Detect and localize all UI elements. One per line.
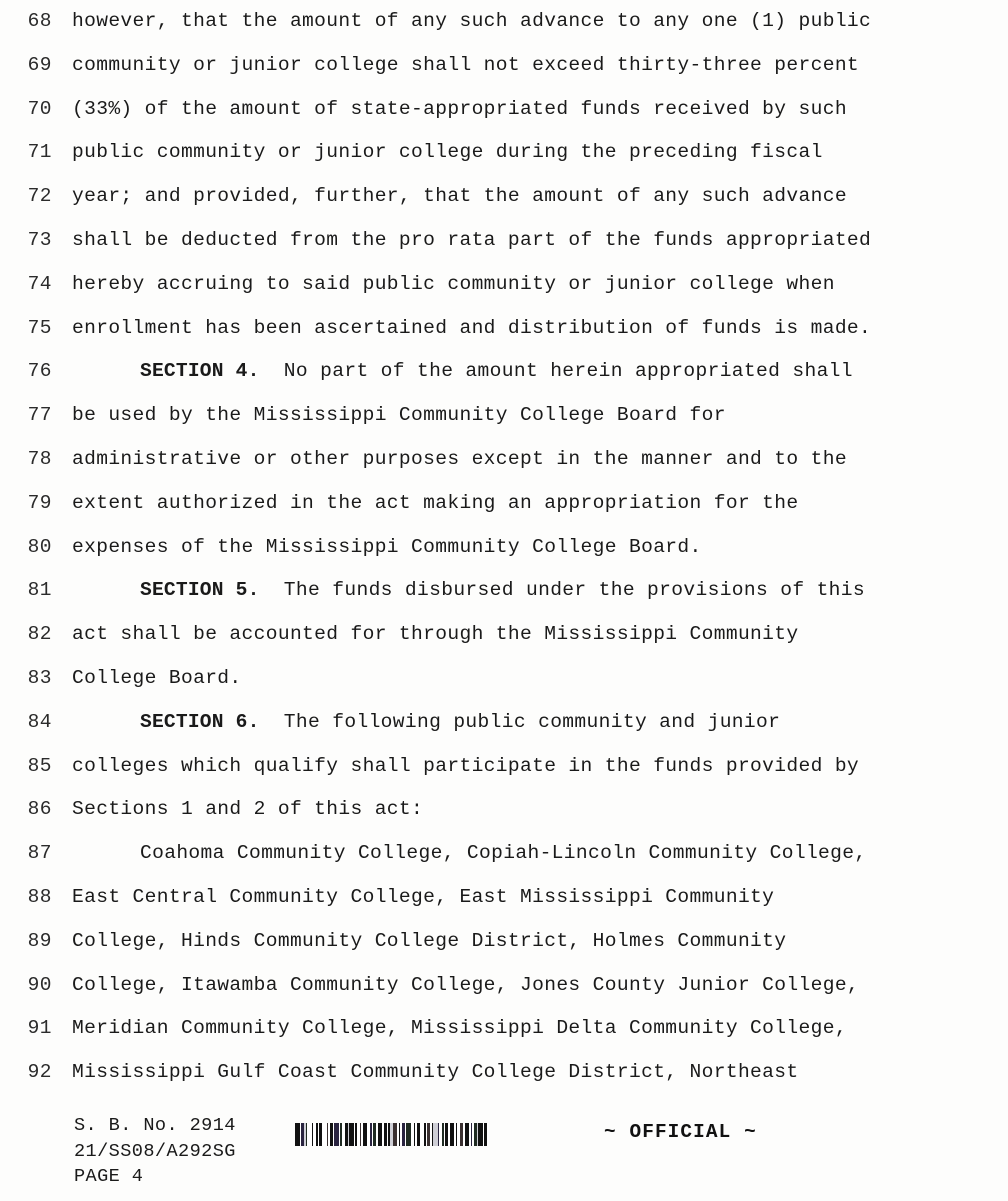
line-content: expenses of the Mississippi Community College Board. [72,535,702,558]
line-number: 89 [27,929,52,952]
line-content [140,569,865,613]
line-number: 74 [27,272,52,295]
line-content: College, Itawamba Community College, Jones County Junior College, [72,973,860,996]
line-content [140,701,780,745]
line-number: 78 [27,447,52,470]
section-heading: SECTION 4. [140,360,260,383]
line-content: public community or junior college during the preceding fiscal [72,141,823,164]
text-line [0,613,1008,657]
line-number: 81 [27,579,52,602]
line-remainder: The funds disbursed under the provisions of this [259,579,866,602]
section-heading: SECTION 5. [140,579,260,602]
text-line [0,657,1008,701]
line-number: 92 [27,1061,52,1084]
text-line [0,219,1008,263]
line-content: community or junior college shall not exceed thirty-three percent [72,53,860,76]
footer-identifiers [74,1113,236,1190]
line-remainder: The following public community and junior [259,710,781,733]
line-number: 71 [27,141,52,164]
line-number: 82 [27,623,52,646]
text-line [0,876,1008,920]
line-number: 91 [27,1017,52,1040]
line-number: 72 [27,185,52,208]
line-content: College, Hinds Community College District, Holmes Community [72,929,787,952]
line-number: 90 [27,973,52,996]
text-line [0,438,1008,482]
line-content: enrollment has been ascertained and distribution of funds is made. [72,316,872,339]
line-number: 75 [27,316,52,339]
bill-number: S. B. No. 2914 [74,1115,236,1136]
text-line [0,526,1008,570]
line-content: (33%) of the amount of state-appropriated funds received by such [72,97,847,120]
document-code: 21/SS08/A292SG [74,1140,236,1162]
line-content [140,350,853,394]
text-line [0,1051,1008,1095]
line-content: Sections 1 and 2 of this act: [72,798,424,821]
text-line [0,788,1008,832]
line-content: administrative or other purposes except in the manner and to the [72,447,847,470]
text-line [0,88,1008,132]
line-content: however, that the amount of any such advance to any one (1) public [72,10,872,32]
text-line [0,44,1008,88]
line-number: 80 [27,535,52,558]
line-number: 69 [27,53,52,76]
line-content: Coahoma Community College, Copiah-Lincoln Community College, [140,842,867,865]
line-number: 84 [27,710,52,733]
page-number: PAGE 4 [74,1166,144,1187]
line-content: East Central Community College, East Mississippi Community [72,885,775,908]
text-line [0,701,1008,745]
text-line [0,350,1008,394]
line-number: 79 [27,491,52,514]
line-number: 76 [27,360,52,383]
text-line [0,964,1008,1008]
text-line [0,307,1008,351]
line-number: 85 [27,754,52,777]
line-content: hereby accruing to said public community or junior college when [72,272,835,295]
line-number: 73 [27,228,52,251]
text-line [0,482,1008,526]
text-line [0,263,1008,307]
text-line [0,1007,1008,1051]
page-footer [0,1113,1008,1201]
line-number: 70 [27,97,52,120]
line-number: 68 [27,10,52,32]
text-line [0,569,1008,613]
line-content: shall be deducted from the pro rata part of the funds appropriated [72,228,872,251]
line-content: extent authorized in the act making an appropriation for the [72,491,799,514]
official-stamp: ~ OFFICIAL ~ [604,1121,757,1143]
text-line [0,175,1008,219]
line-number: 86 [27,798,52,821]
line-content: Meridian Community College, Mississippi Delta Community College, [72,1017,847,1040]
text-line [0,131,1008,175]
line-remainder: No part of the amount herein appropriated shall [259,360,853,383]
line-number: 87 [27,842,52,865]
line-number: 77 [27,404,52,427]
line-number: 88 [27,885,52,908]
line-content: year; and provided, further, that the amount of any such advance [72,185,847,208]
line-number: 83 [27,666,52,689]
text-line [0,920,1008,964]
text-line [0,0,1008,44]
line-content: colleges which qualify shall participate in the funds provided by [72,754,860,777]
line-content: be used by the Mississippi Community College Board for [72,404,726,427]
text-line [0,832,1008,876]
section-heading: SECTION 6. [140,710,260,733]
line-content: College Board. [72,666,242,689]
line-content: Mississippi Gulf Coast Community College District, Northeast [72,1061,799,1084]
text-line [0,745,1008,789]
barcode-icon [295,1123,489,1146]
text-line [0,394,1008,438]
line-content: act shall be accounted for through the Mississippi Community [72,623,799,646]
